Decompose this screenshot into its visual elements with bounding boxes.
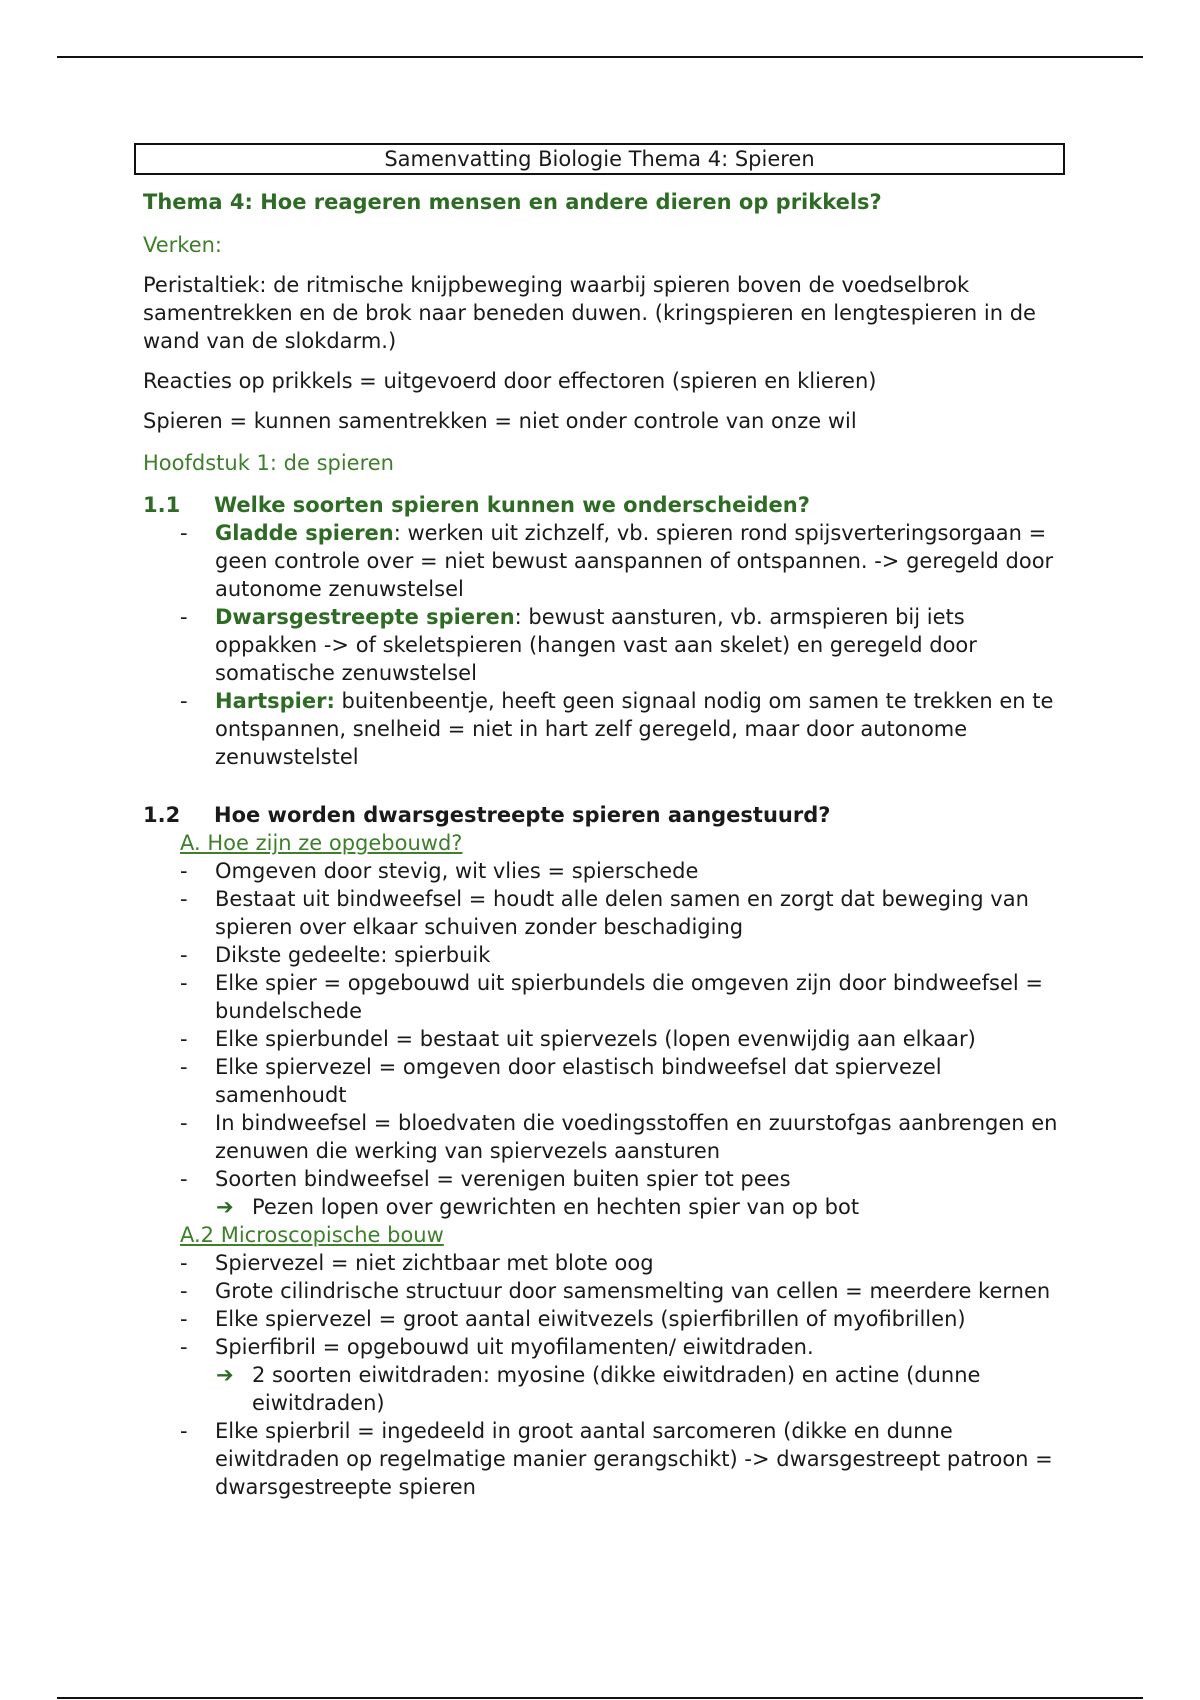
arrow-note [143,1361,1063,1417]
list-item: - Bestaat uit bindweefsel = houdt alle delen samen en zorgt dat beweging van spieren over elkaar schuiven zonder beschadiging [143,885,1063,941]
microscopic-list [143,1249,1063,1361]
section-number: 1.2 [143,803,181,827]
intro-paragraph-peristaltiek: Peristaltiek: de ritmische knijpbeweging waarbij spieren boven de voedselbrok samentrekken en de brok naar beneden duwen. (kringspieren en lengtespieren in de wand van de slokdarm.) [143,273,1036,353]
list-item: - Grote cilindrische structuur door samensmelting van cellen = meerdere kernen [143,1277,1063,1305]
arrow-note-text: 2 soorten eiwitdraden: myosine (dikke eiwitdraden) en actine (dunne eiwitdraden) [252,1363,981,1415]
definition: : werken uit zichzelf, vb. spieren rond spijsverteringsorgaan = geen controle over = niet bewust aanspannen of ontspannen. -> geregeld door autonome zenuwstelsel [215,521,1054,601]
list-item: - Dikste gedeelte: spierbuik [143,941,1063,969]
definition: : bewust aansturen, vb. armspieren bij iets oppakken -> of skeletspieren (hangen vast aan skelet) en geregeld door somatische zenuwstelsel [215,605,977,685]
section-1-2-heading [143,801,1063,829]
list-item: - Omgeven door stevig, wit vlies = spierschede [143,857,1063,885]
subsection-a2-title: A.2 Microscopische bouw [180,1223,444,1247]
intro-paragraph-spieren: Spieren = kunnen samentrekken = niet onder controle van onze wil [143,409,857,433]
section-title: Hoe worden dwarsgestreepte spieren aangestuurd? [214,803,831,827]
section-title: Welke soorten spieren kunnen we onderscheiden? [214,493,810,517]
intro-paragraph-reacties: Reacties op prikkels = uitgevoerd door effectoren (spieren en klieren) [143,369,877,393]
list-item: - Elke spier = opgebouwd uit spierbundels die omgeven zijn door bindweefsel = bundelschede [143,969,1063,1025]
definition: buitenbeentje, heeft geen signaal nodig om samen te trekken en te ontspannen, snelheid = niet in hart zelf geregeld, maar door autonome zenuwstelstel [215,689,1054,769]
list-item: - In bindweefsel = bloedvaten die voedingsstoffen en zuurstofgas aanbrengen en zenuwen die werking van spiervezels aansturen [143,1109,1063,1165]
arrow-right-icon: ➔ [216,1363,234,1387]
arrow-right-icon: ➔ [216,1195,234,1219]
structure-list [143,857,1063,1193]
list-item: - Elke spiervezel = groot aantal eiwitvezels (spierfibrillen of myofibrillen) [143,1305,1063,1333]
top-rule [57,56,1143,58]
list-item: - Spiervezel = niet zichtbaar met blote oog [143,1249,1063,1277]
arrow-note [143,1193,1063,1221]
theme-heading: Thema 4: Hoe reageren mensen en andere dieren op prikkels? [143,190,882,214]
term: Dwarsgestreepte spieren [215,605,515,629]
subsection-a-title: A. Hoe zijn ze opgebouwd? [180,831,463,855]
section-1-1-heading [143,491,1063,519]
muscle-types-list [143,519,1063,771]
list-item: - Elke spierbundel = bestaat uit spiervezels (lopen evenwijdig aan elkaar) [143,1025,1063,1053]
list-item: - Elke spierbril = ingedeeld in groot aantal sarcomeren (dikke en dunne eiwitdraden op regelmatige manier gerangschikt) -> dwarsgestreept patroon = dwarsgestreepte spieren [143,1417,1063,1501]
section-number: 1.1 [143,493,181,517]
term: Gladde spieren [215,521,394,545]
explore-label: Verken: [143,233,223,257]
bottom-rule [57,1697,1143,1699]
arrow-note-text: Pezen lopen over gewrichten en hechten spier van op bot [252,1195,860,1219]
chapter-label: Hoofdstuk 1: de spieren [143,451,394,475]
list-item: - Soorten bindweefsel = verenigen buiten spier tot pees [143,1165,1063,1193]
list-item [143,603,1063,687]
document-title: Samenvatting Biologie Thema 4: Spieren [134,143,1065,175]
list-item: - Spierfibril = opgebouwd uit myofilamenten/ eiwitdraden. [143,1333,1063,1361]
microscopic-list-continued [143,1417,1063,1501]
document-body [143,143,1063,1501]
list-item: - Elke spiervezel = omgeven door elastisch bindweefsel dat spiervezel samenhoudt [143,1053,1063,1109]
list-item [143,687,1063,771]
term: Hartspier: [215,689,335,713]
list-item [143,519,1063,603]
